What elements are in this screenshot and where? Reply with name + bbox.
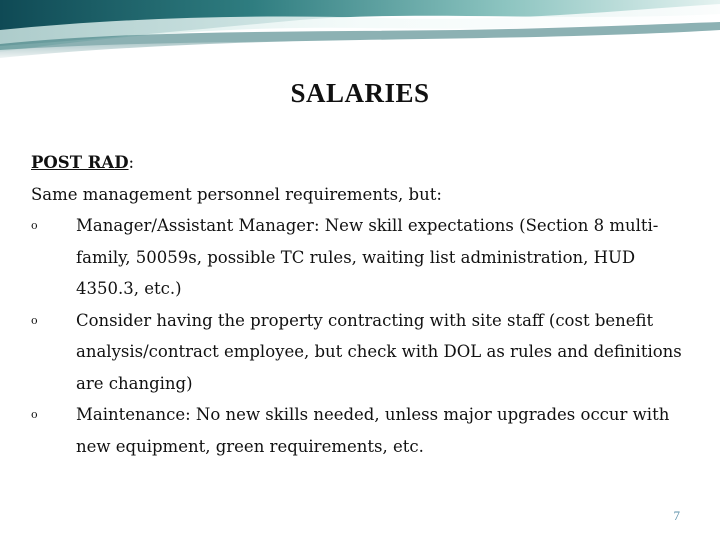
- page-number: 7: [673, 508, 680, 523]
- header-banner: [0, 0, 720, 62]
- section-suffix: :: [128, 153, 135, 172]
- bullet-text: Manager/Assistant Manager: New skill expectations (Section 8 multi-family, 50059s, possible TC rules, waiting list administration, HUD 4350.3, etc.): [76, 216, 659, 298]
- bullet-marker-icon: o: [31, 219, 38, 232]
- intro-text: Same management personnel requirements, but:: [31, 184, 442, 204]
- slide-title: [0, 78, 720, 109]
- slide-body: [31, 147, 691, 462]
- bullet-item: [31, 210, 691, 305]
- slide-title-text: SALARIES: [290, 78, 430, 108]
- bullet-marker-icon: o: [31, 313, 38, 327]
- bullet-text: Consider having the property contracting with site staff (cost benefit analysis/contract employee, but check with DOL as rules and definitions are changing): [76, 310, 682, 393]
- bullet-list: [31, 210, 691, 462]
- section-heading: [31, 147, 691, 179]
- section-label: POST RAD: [31, 153, 129, 172]
- bullet-item: [31, 399, 691, 462]
- bullet-marker-icon: o: [31, 408, 38, 421]
- bullet-text: Maintenance: No new skills needed, unless major upgrades occur with new equipment, green requirements, etc.: [76, 405, 670, 456]
- header-wave-graphic: [0, 0, 720, 62]
- bullet-item: [31, 305, 691, 400]
